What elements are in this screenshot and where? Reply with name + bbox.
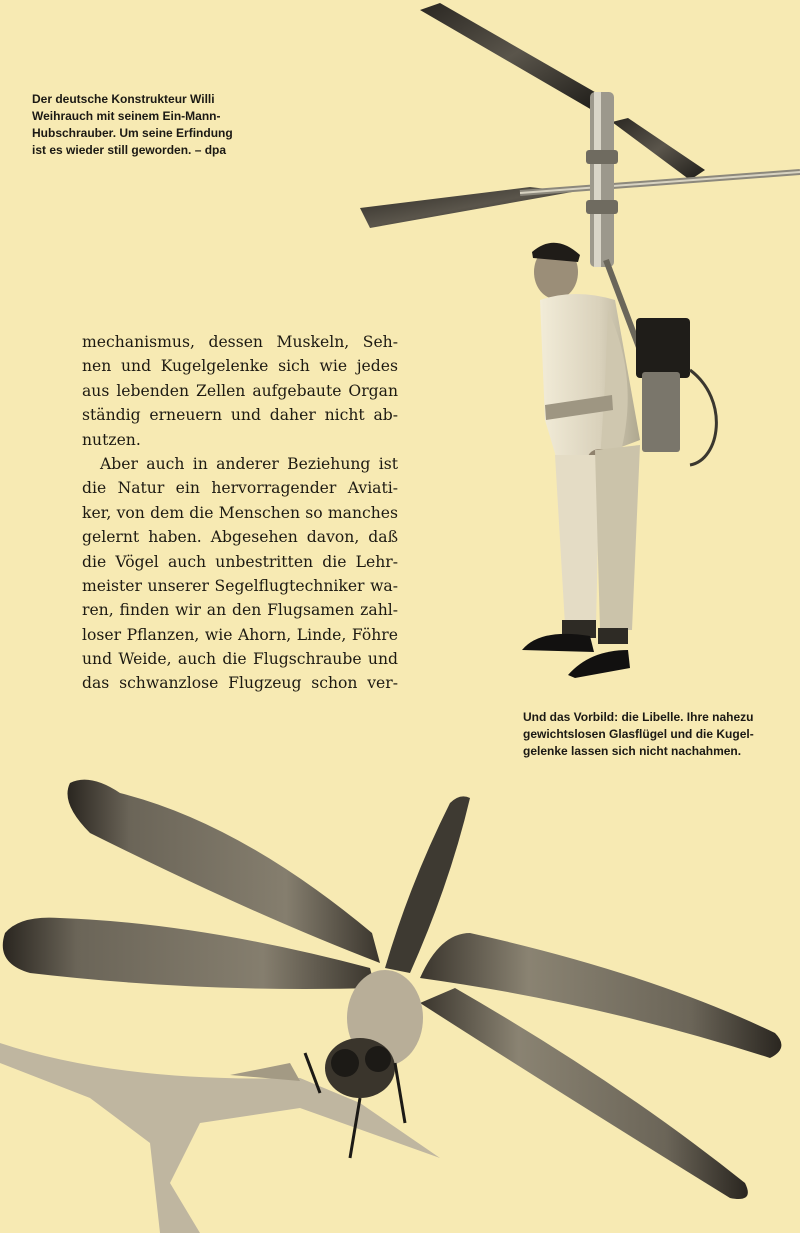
body-line: das schwanzlose Flugzeug schon ver-: [82, 674, 398, 693]
caption-line: Hubschrauber. Um seine Erfindung: [32, 126, 233, 140]
caption-line: ist es wieder still geworden. – dpa: [32, 143, 227, 157]
dragonfly-photo-caption: [523, 709, 754, 760]
body-line: ker, von dem die Menschen so manches: [82, 503, 398, 522]
caption-line: gelenke lassen sich nicht nachahmen.: [523, 744, 742, 758]
body-line: loser Pflanzen, wie Ahorn, Linde, Föhre: [82, 625, 398, 644]
body-line: die Vögel auch unbestritten die Lehr-: [82, 552, 398, 571]
rotor-blade-top: [420, 3, 600, 110]
helicopter-photo-caption: [32, 91, 233, 159]
body-line: mechanismus, dessen Muskeln, Seh-: [82, 333, 398, 351]
caption-line: Und das Vorbild: die Libelle. Ihre nahezu: [523, 710, 754, 724]
body-line: meister unserer Segelflugtechniker wa-: [82, 576, 398, 595]
caption-line: gewichtslosen Glasflügel und die Kugel-: [523, 727, 754, 741]
body-line: ständig erneuern und daher nicht ab-: [82, 406, 398, 425]
dragonfly-photo: [0, 763, 800, 1233]
body-line: aus lebenden Zellen aufgebaute Organ: [82, 381, 398, 400]
article-body-text: [82, 330, 398, 696]
body-line: die Natur ein hervorragender Aviati-: [82, 479, 398, 498]
rotor-blade-right: [612, 118, 705, 180]
caption-line: Der deutsche Konstrukteur Willi: [32, 92, 215, 106]
body-line: nutzen.: [82, 430, 141, 449]
body-line: und Weide, auch die Flugschraube und: [82, 650, 398, 669]
body-line: gelernt haben. Abgesehen davon, daß: [82, 528, 398, 547]
body-line: nen und Kugelgelenke sich wie jedes: [82, 357, 398, 376]
body-line: ren, finden wir an den Flugsamen zahl-: [82, 601, 398, 620]
wing-upper-right: [420, 933, 781, 1058]
caption-line: Weihrauch mit seinem Ein-Mann-: [32, 109, 221, 123]
body-line: Aber auch in anderer Beziehung ist: [100, 454, 398, 473]
